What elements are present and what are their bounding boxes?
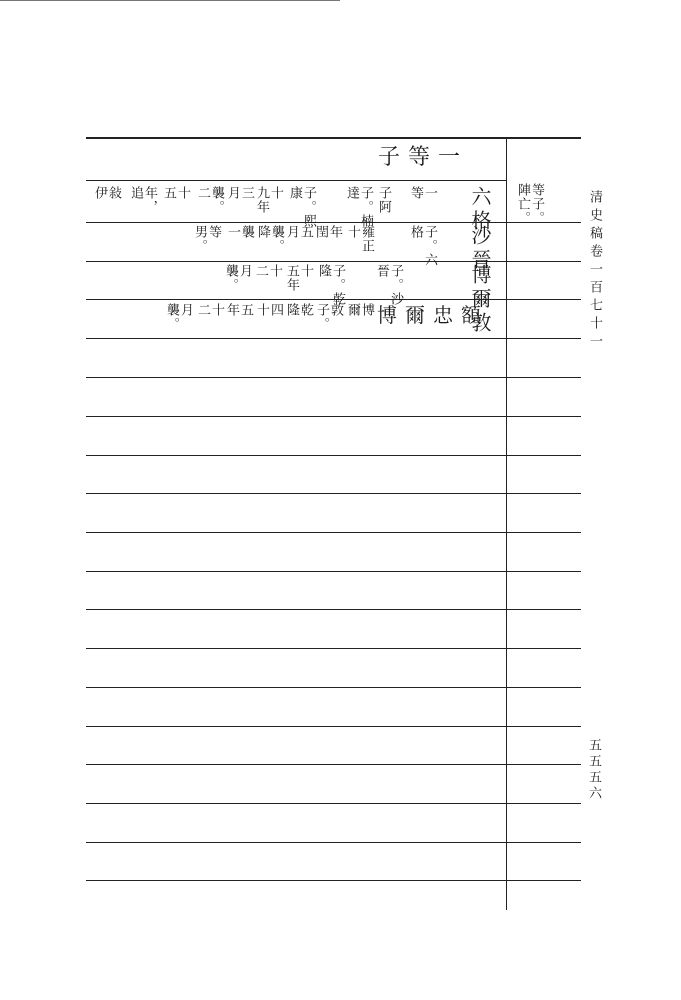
table-heading [378, 145, 460, 171]
heading-char: 一 [437, 145, 460, 170]
row-cell: 子。沙 晉 [374, 264, 403, 306]
row-name: 六格 [468, 186, 492, 234]
right-column-divider [506, 137, 507, 910]
top-edge-line [0, 0, 340, 1]
row-cell: 十 二 [253, 264, 282, 278]
row-rule [86, 338, 581, 339]
row-cell: 十 九年 [254, 186, 283, 214]
row-rule [86, 726, 581, 727]
row-name: 博爾敦 [468, 264, 492, 336]
heading-char: 子 [378, 145, 401, 170]
row-cell: 敦 子。 [314, 303, 343, 331]
book-title: 清史稿卷一百七十一 [587, 190, 602, 352]
row-rule [86, 532, 581, 533]
row-cell: 襲。 降 [255, 225, 284, 253]
row-rule [86, 687, 581, 688]
row-rule [86, 803, 581, 804]
row-cell: 等 男。 [192, 225, 221, 253]
row-rule [86, 493, 581, 494]
heading-char: 等 [407, 145, 430, 170]
row-name: 沙晉 [468, 225, 492, 273]
row-cell: 十 五年 [284, 264, 313, 292]
row-rule [86, 571, 581, 572]
row-rule [86, 842, 581, 843]
row-rule [86, 455, 581, 456]
row-rule [86, 416, 581, 417]
row-cell: 十 二 [195, 303, 224, 317]
row-cell: 一 等 [408, 186, 437, 200]
row-name: 博爾忠額 [377, 303, 489, 327]
row-rule [86, 648, 581, 649]
row-cell: 四 十 [254, 303, 283, 317]
row-cell: 襲 一 [225, 225, 254, 239]
row-rule [86, 609, 581, 610]
row-cell: 子。乾 隆 [316, 264, 345, 306]
row-cell: 子。熙 康 [287, 186, 316, 228]
row-cell: 五 月 [284, 225, 313, 239]
row-cell: 子。六 格 [408, 225, 437, 267]
row-rule [86, 377, 581, 378]
right-column-note: 等子。 陣亡。 [515, 183, 544, 225]
row-cell: 敍 伊 [92, 186, 121, 200]
row-rule [86, 222, 581, 223]
row-cell: 年 閏 [313, 225, 342, 239]
row-cell: 五 年 [224, 303, 253, 317]
row-cell: 乾 隆 [284, 303, 313, 317]
page-number: 五五五六 [586, 738, 601, 802]
row-cell: 十 五 [161, 186, 190, 200]
row-cell: 月 襲。 [223, 264, 252, 292]
heading-rule [86, 180, 506, 181]
row-cell: 子。楠 達 [344, 186, 373, 228]
row-rule [86, 261, 581, 262]
row-rule [86, 880, 581, 881]
row-rule [86, 764, 581, 765]
row-cell: 月 襲。 [164, 303, 193, 331]
row-cell: 襲。 二 [195, 186, 224, 214]
row-cell: 雍正 十 [345, 225, 374, 253]
row-cell: 年， 追 [128, 186, 157, 214]
row-cell: 三 月 [225, 186, 254, 200]
row-cell: 博 爾 [345, 303, 374, 317]
row-cell: 子阿 [376, 186, 391, 214]
